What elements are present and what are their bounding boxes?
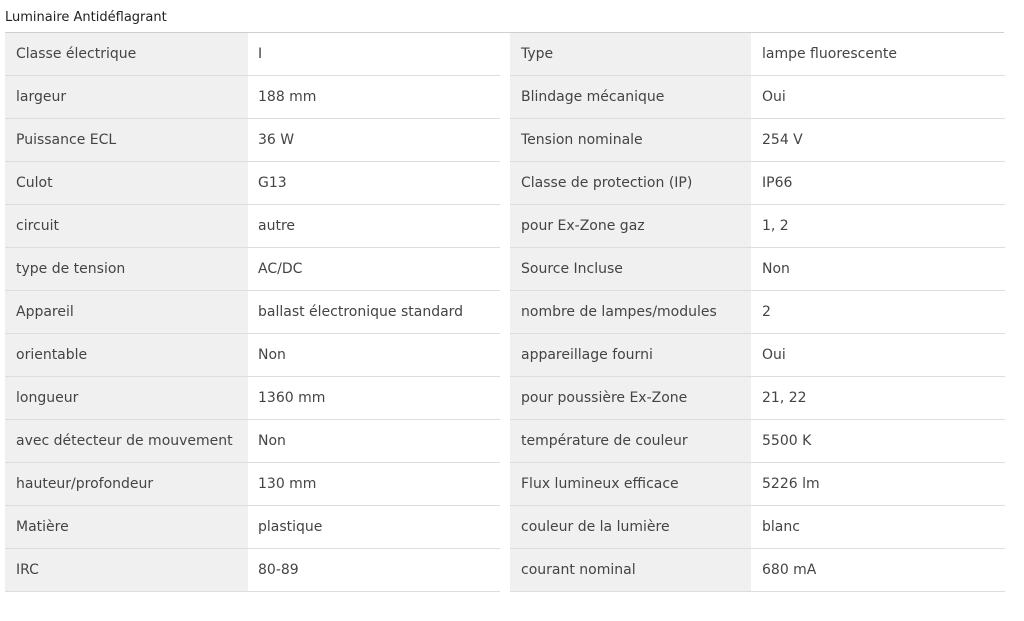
- spec-row: [5, 549, 500, 592]
- spec-label: avec détecteur de mouvement: [5, 420, 248, 462]
- spec-value: AC/DC: [248, 248, 500, 290]
- spec-row: [510, 162, 1005, 205]
- spec-table-left: [5, 33, 500, 592]
- spec-row: [5, 377, 500, 420]
- spec-label: pour poussière Ex-Zone: [510, 377, 751, 419]
- section-title: Luminaire Antidéflagrant: [5, 10, 167, 25]
- spec-label: nombre de lampes/modules: [510, 291, 751, 333]
- spec-label: appareillage fourni: [510, 334, 751, 376]
- spec-value: 36 W: [248, 119, 500, 161]
- spec-row: [510, 205, 1005, 248]
- spec-label: largeur: [5, 76, 248, 118]
- spec-table-right: [510, 33, 1005, 592]
- spec-value: 680 mA: [751, 549, 1005, 591]
- spec-row: [510, 506, 1005, 549]
- spec-label: IRC: [5, 549, 248, 591]
- spec-value: 21, 22: [751, 377, 1005, 419]
- spec-label: longueur: [5, 377, 248, 419]
- spec-label: hauteur/profondeur: [5, 463, 248, 505]
- spec-row: [510, 420, 1005, 463]
- spec-row: [5, 205, 500, 248]
- spec-label: Classe électrique: [5, 33, 248, 75]
- spec-label: pour Ex-Zone gaz: [510, 205, 751, 247]
- spec-value: 5226 lm: [751, 463, 1005, 505]
- spec-row: [510, 291, 1005, 334]
- spec-value: plastique: [248, 506, 500, 548]
- spec-row: [5, 291, 500, 334]
- spec-row: [510, 248, 1005, 291]
- spec-row: [510, 463, 1005, 506]
- spec-value: Oui: [751, 334, 1005, 376]
- spec-value: Oui: [751, 76, 1005, 118]
- spec-row: [5, 162, 500, 205]
- spec-value: 130 mm: [248, 463, 500, 505]
- spec-value: G13: [248, 162, 500, 204]
- spec-value: Non: [751, 248, 1005, 290]
- spec-value: blanc: [751, 506, 1005, 548]
- spec-label: Type: [510, 33, 751, 75]
- spec-value: I: [248, 33, 500, 75]
- spec-label: Tension nominale: [510, 119, 751, 161]
- spec-label: Appareil: [5, 291, 248, 333]
- spec-value: Non: [248, 420, 500, 462]
- spec-row: [510, 377, 1005, 420]
- spec-row: [5, 76, 500, 119]
- spec-value: Non: [248, 334, 500, 376]
- spec-label: Blindage mécanique: [510, 76, 751, 118]
- spec-value: 254 V: [751, 119, 1005, 161]
- spec-row: [510, 334, 1005, 377]
- spec-label: Puissance ECL: [5, 119, 248, 161]
- spec-value: lampe fluorescente: [751, 33, 1005, 75]
- spec-row: [5, 506, 500, 549]
- spec-row: [5, 463, 500, 506]
- spec-row: [5, 420, 500, 463]
- spec-label: Source Incluse: [510, 248, 751, 290]
- spec-value: 5500 K: [751, 420, 1005, 462]
- spec-value: 1360 mm: [248, 377, 500, 419]
- spec-label: Culot: [5, 162, 248, 204]
- spec-label: orientable: [5, 334, 248, 376]
- spec-label: type de tension: [5, 248, 248, 290]
- spec-value: 188 mm: [248, 76, 500, 118]
- spec-row: [5, 33, 500, 76]
- spec-label: Flux lumineux efficace: [510, 463, 751, 505]
- spec-label: Classe de protection (IP): [510, 162, 751, 204]
- spec-label: circuit: [5, 205, 248, 247]
- spec-row: [5, 119, 500, 162]
- spec-value: 80-89: [248, 549, 500, 591]
- spec-label: température de couleur: [510, 420, 751, 462]
- spec-value: ballast électronique standard: [248, 291, 500, 333]
- spec-value: 2: [751, 291, 1005, 333]
- spec-row: [510, 33, 1005, 76]
- spec-row: [510, 76, 1005, 119]
- spec-row: [5, 248, 500, 291]
- spec-row: [5, 334, 500, 377]
- spec-value: autre: [248, 205, 500, 247]
- spec-row: [510, 549, 1005, 592]
- spec-label: courant nominal: [510, 549, 751, 591]
- spec-label: couleur de la lumière: [510, 506, 751, 548]
- spec-row: [510, 119, 1005, 162]
- spec-value: IP66: [751, 162, 1005, 204]
- spec-label: Matière: [5, 506, 248, 548]
- spec-value: 1, 2: [751, 205, 1005, 247]
